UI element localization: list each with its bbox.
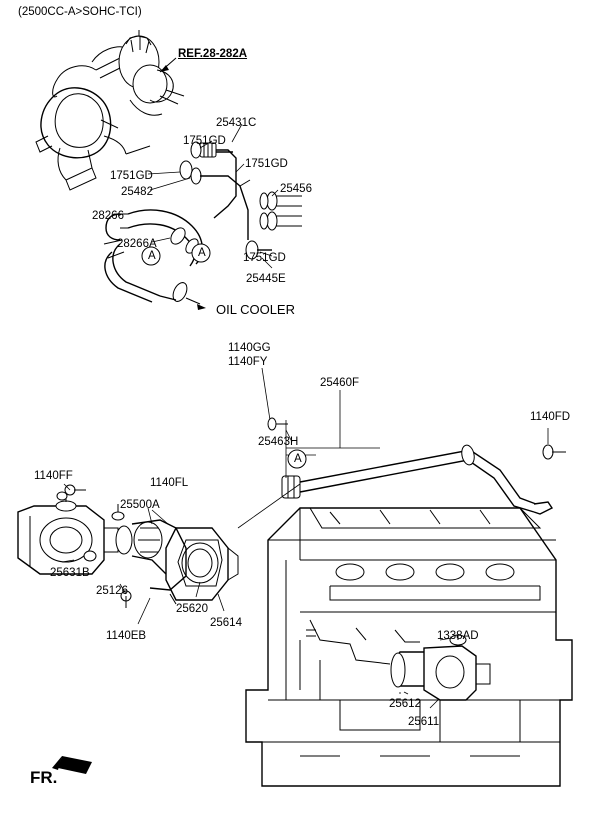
- front-direction-arrow: [52, 756, 92, 774]
- callout-25456: 25456: [280, 183, 312, 195]
- engine-block-group: [246, 508, 572, 786]
- callout-28266a: 28266A: [117, 238, 157, 250]
- callout-25631b: 25631B: [50, 567, 90, 579]
- front-label: FR.: [30, 768, 58, 787]
- callout-1140fy: 1140FY: [228, 356, 268, 368]
- balloon-a-1-label: A: [198, 247, 206, 259]
- turbocharger-group: [36, 30, 184, 190]
- callout-1751gd-c: 1751GD: [110, 170, 153, 182]
- callout-25620: 25620: [176, 603, 208, 615]
- callout-1140gg: 1140GG: [228, 342, 271, 354]
- callout-25614: 25614: [210, 617, 242, 629]
- callout-25482: 25482: [121, 186, 153, 198]
- callout-25126: 25126: [96, 585, 128, 597]
- water-pipe-25460f-group: [262, 368, 566, 514]
- callout-25445e: 25445E: [246, 273, 286, 285]
- callout-28266: 28266: [92, 210, 124, 222]
- callout-1338ad: 1338AD: [437, 630, 479, 642]
- water-inlet-group: [391, 634, 490, 708]
- callout-1140fd: 1140FD: [530, 411, 571, 423]
- callout-25463h: 25463H: [258, 436, 299, 448]
- diagram-header: (2500CC-A>SOHC-TCI): [18, 6, 142, 18]
- callout-1751gd-b: 1751GD: [245, 158, 288, 170]
- callout-1140fl: 1140FL: [150, 477, 189, 489]
- callout-1751gd-d: 1751GD: [243, 252, 286, 264]
- callout-25431c: 25431C: [216, 117, 257, 129]
- callout-25500a: 25500A: [120, 499, 160, 511]
- callout-25460f: 25460F: [320, 377, 360, 389]
- callout-25611: 25611: [408, 716, 440, 728]
- callout-1751gd-a: 1751GD: [183, 135, 226, 147]
- callout-25612: 25612: [389, 698, 421, 710]
- balloon-a-3-label: A: [294, 453, 302, 465]
- callout-1140eb: 1140EB: [106, 630, 147, 642]
- balloon-a-2-label: A: [148, 250, 156, 262]
- callout-oil-cooler: OIL COOLER: [216, 302, 295, 317]
- bolt-group-25456: [260, 192, 302, 230]
- callout-ref-28-282a: REF.28-282A: [178, 48, 248, 60]
- callout-1140ff: 1140FF: [34, 470, 73, 482]
